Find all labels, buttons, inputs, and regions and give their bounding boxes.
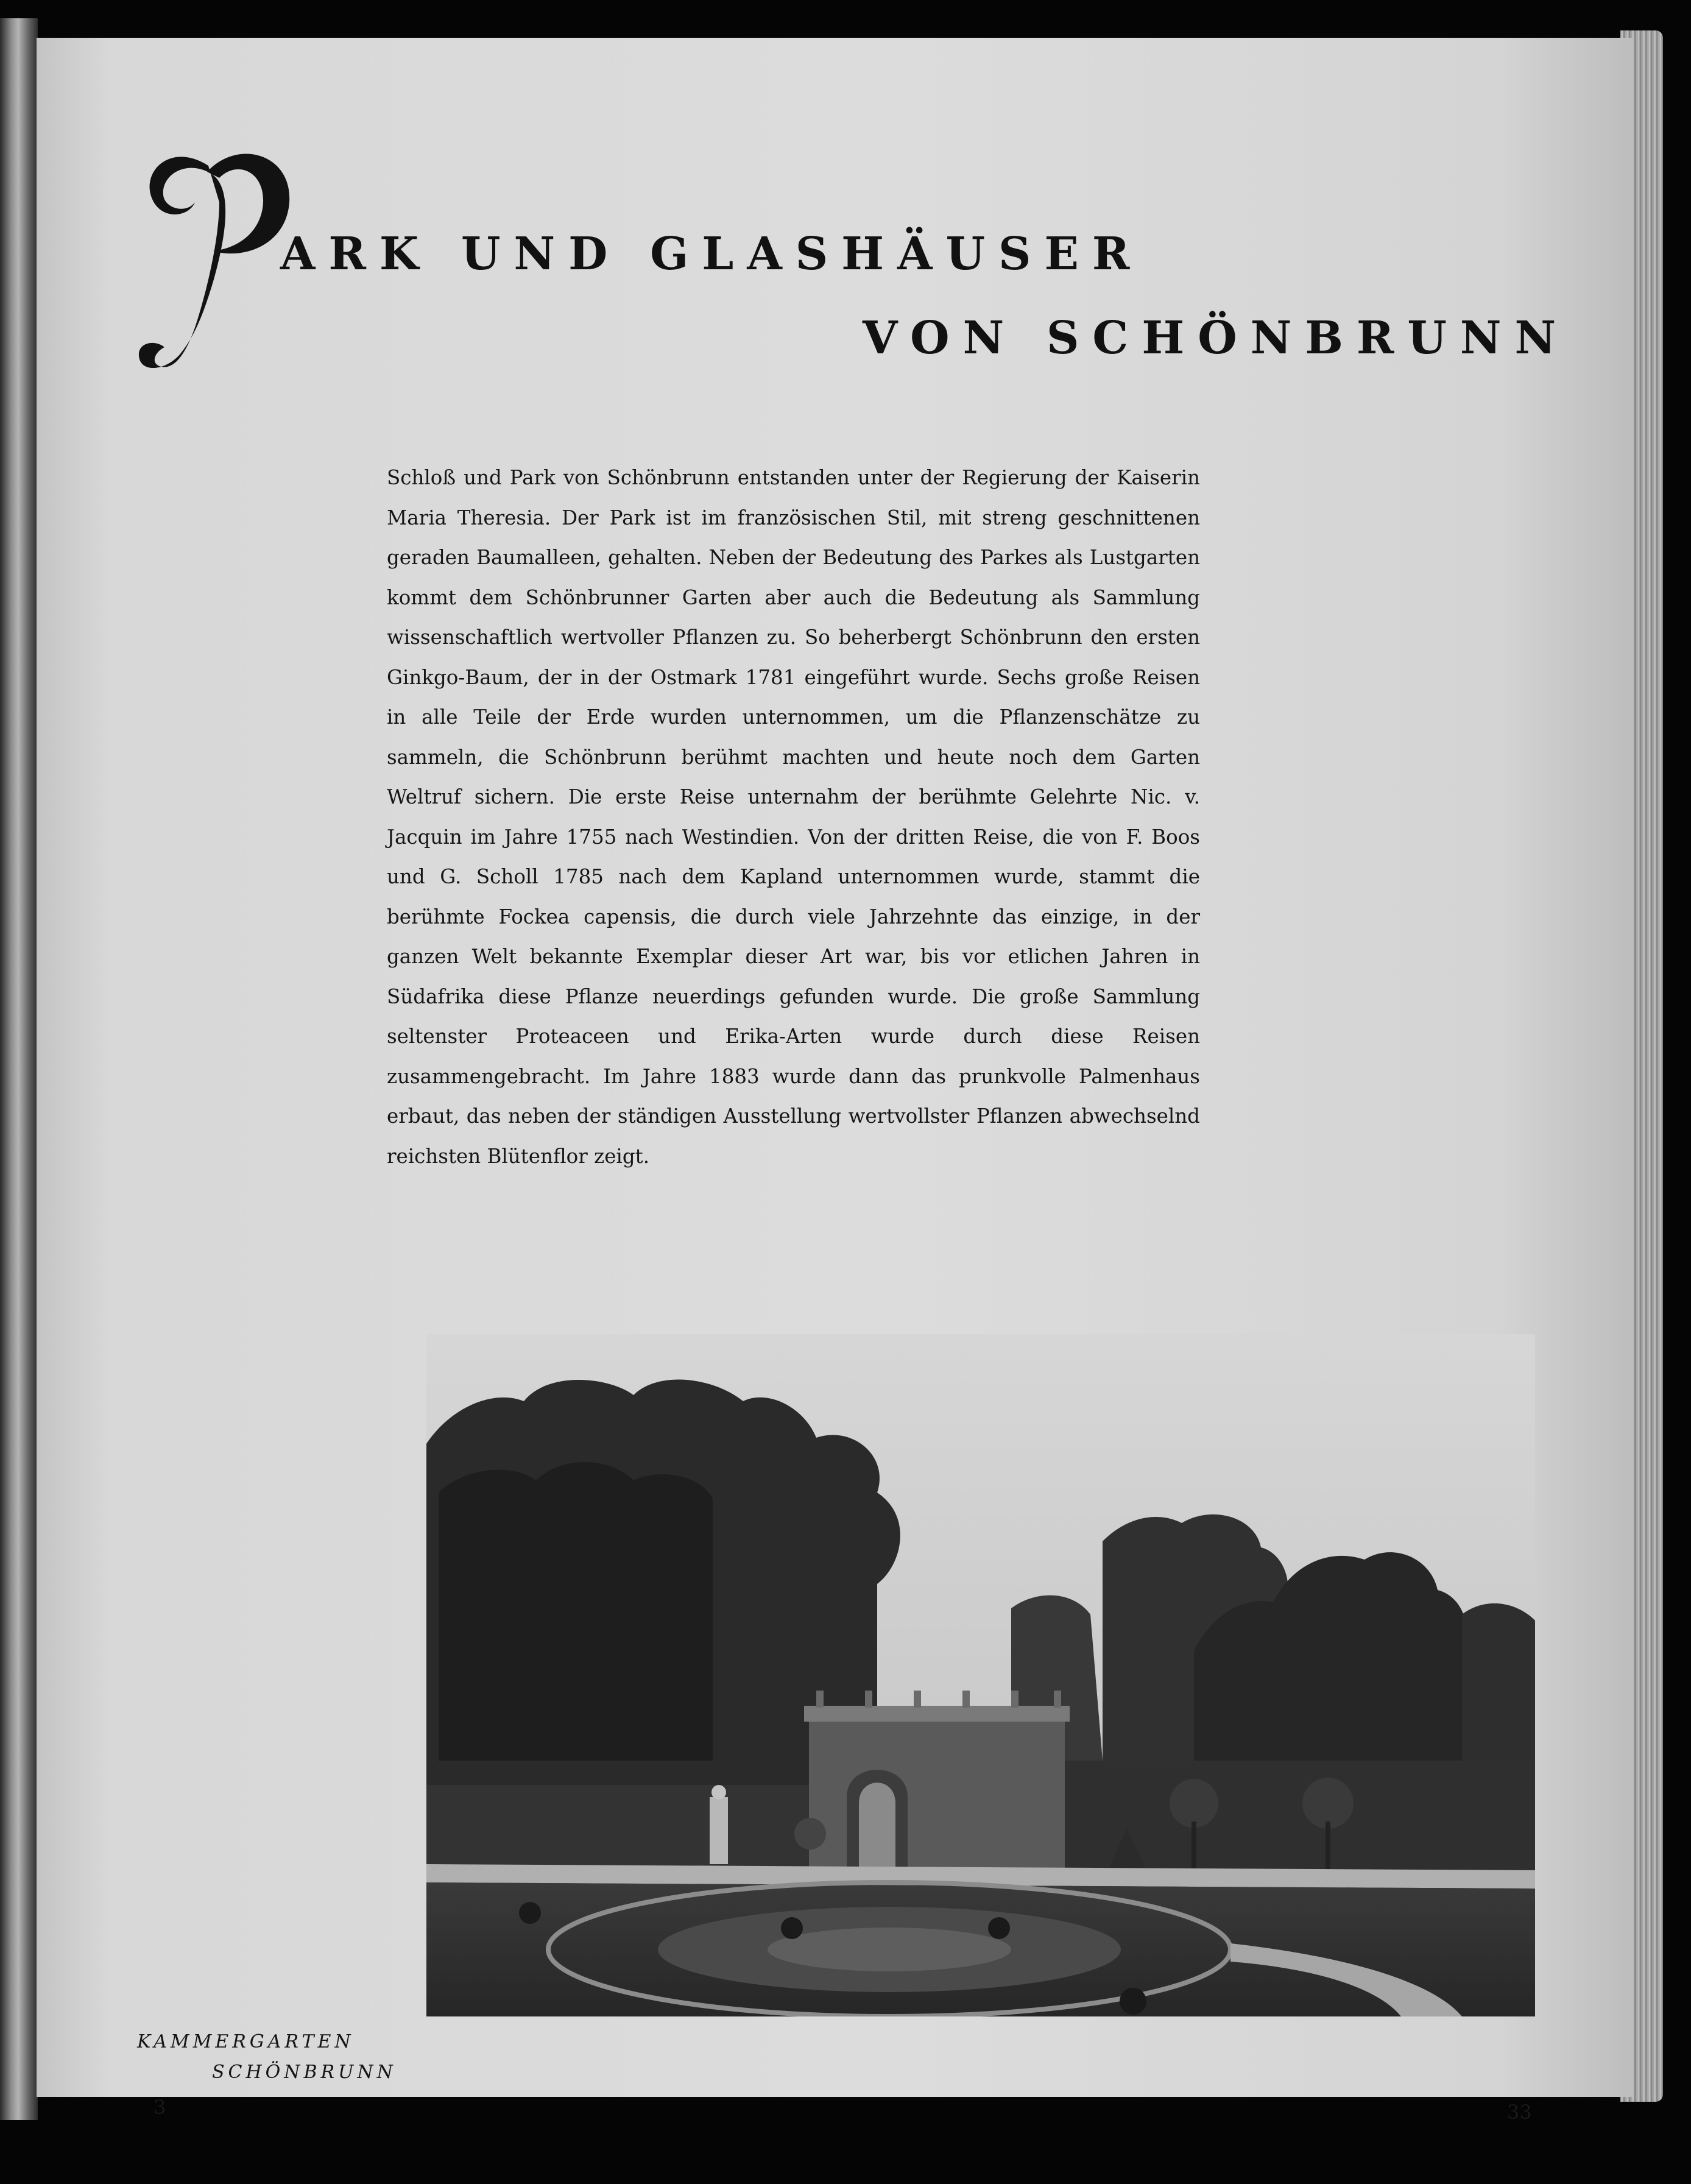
drop-cap-initial bbox=[128, 129, 298, 385]
body-paragraph: Schloß und Park von Schönbrunn entstanden unter der Regierung der Kaiserin Maria Theresia. Der Park ist im französischen Stil, mit streng geschnittenen geraden Baumalleen, gehalten. Neben der Bedeutung des Parkes als Lustgarten kommt dem Schönbrunner Garten aber auch die Bedeutung als Sammlung wissenschaftlich wertvoller Pflanzen zu. So beherbergt Schönbrunn den ersten Ginkgo-Baum, der in der Ostmark 1781 eingeführt wurde. Sechs große Reisen in alle Teile der Erde wurden unternommen, um die Pflanzenschätze zu sammeln, die Schönbrunn berühmt machten und heute noch dem Garten Weltruf sichern. Die erste Reise unternahm der berühmte Gelehrte Nic. v. Jacquin im Jahre 1755 nach Westindien. Von der dritten Reise, die von F. Boos und G. Scholl 1785 nach dem Kapland unternommen wurde, stammt die berühmte Fockea capensis, die durch viele Jahrzehnte das einzige, in der ganzen Welt bekannte Exemplar dieser Art war, bis vor etlichen Jahren in Südafrika diese Pflanze neuerdings gefunden wurde. Die große Sammlung seltenster Proteaceen und Erika-Arten wurde durch diese Reisen zusammengebracht. Im Jahre 1883 wurde dann das prunkvolle Palmenhaus erbaut, das neben der ständigen Ausstellung wertvollster Pflanzen abwechselnd reichsten Blütenflor zeigt. bbox=[387, 466, 1200, 1168]
photo-caption-line-2: SCHÖNBRUNN bbox=[212, 2062, 397, 2083]
photo-caption-line-1: KAMMERGARTEN bbox=[137, 2031, 355, 2052]
page-number-left: 3 bbox=[154, 2096, 166, 2119]
page-number-right: 33 bbox=[1507, 2101, 1532, 2124]
title-line-2: VON SCHÖNBRUNN bbox=[863, 312, 1570, 364]
title-line-1: ARK UND GLASHÄUSER bbox=[280, 228, 1143, 280]
book-page bbox=[37, 38, 1633, 2124]
garden-photograph bbox=[426, 1334, 1535, 2016]
book-binding-edge bbox=[0, 18, 38, 2120]
